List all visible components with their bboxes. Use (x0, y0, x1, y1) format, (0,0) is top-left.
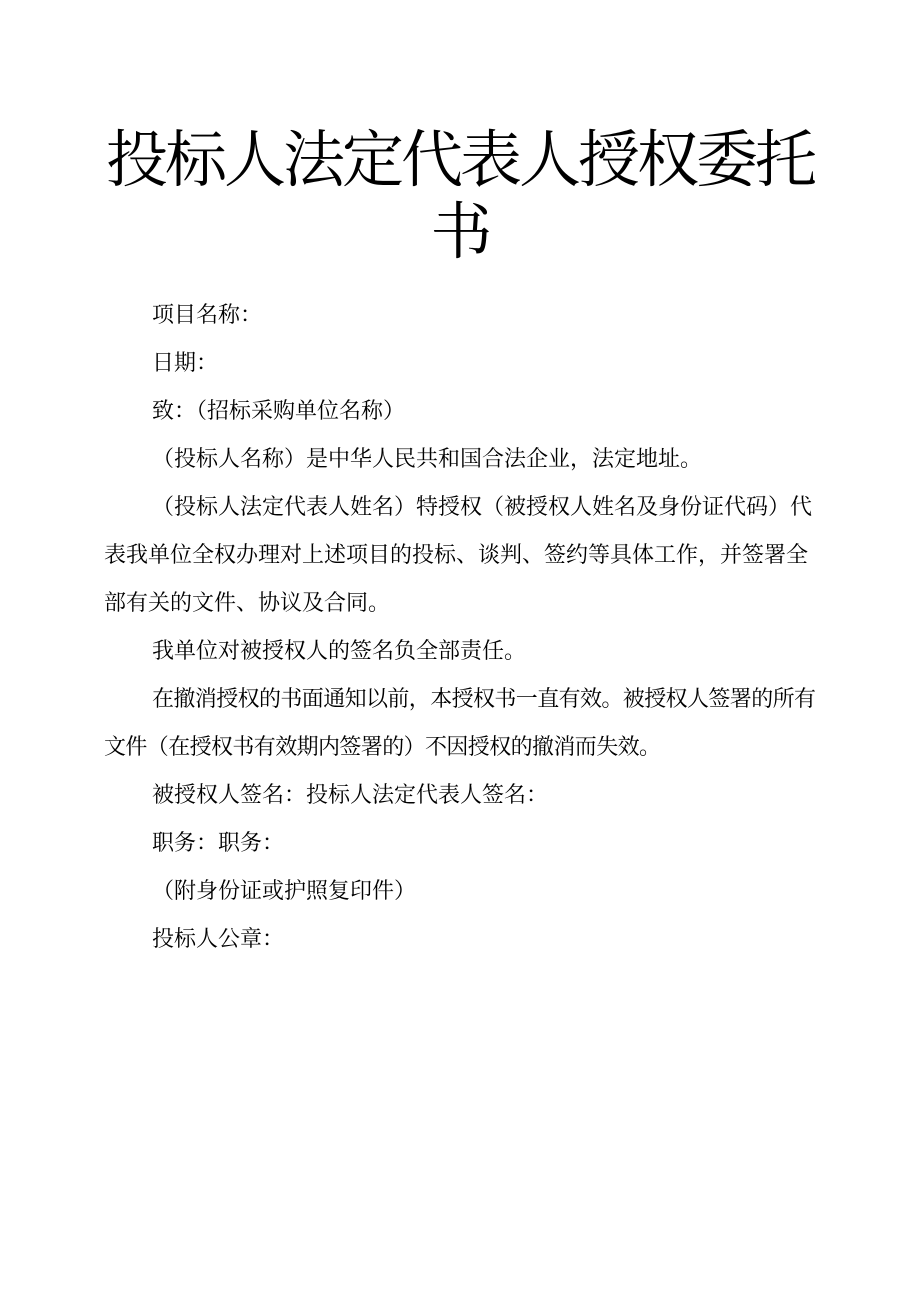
position-line: 职务：职务： (152, 831, 285, 856)
company-seal-line: 投标人公章： (152, 927, 285, 952)
authorization-paragraph: （投标人法定代表人姓名）特授权（被授权人姓名及身份证代码）代表我单位全权办理对上述项目的投标、谈判、签约等具体工作，并签署全部有关的文件、协议及合同。 (104, 495, 813, 616)
document-body (104, 292, 820, 964)
signature-line: 被授权人签名：投标人法定代表人签名： (152, 783, 549, 808)
addressee-line: 致：（招标采购单位名称） (152, 399, 406, 424)
attachment-note: （附身份证或护照复印件） (152, 879, 417, 904)
date-line: 日期： (152, 351, 219, 376)
validity-paragraph: 在撤消授权的书面通知以前，本授权书一直有效。被授权人签署的所有文件（在授权书有效期内签署的）不因授权的撤消而失效。 (104, 687, 816, 760)
bidder-statement: （投标人名称）是中华人民共和国合法企业，法定地址。 (152, 447, 703, 472)
document-title: 投标人法定代表人授权委托书 (105, 123, 814, 268)
project-name-line: 项目名称： (152, 303, 263, 328)
responsibility-statement: 我单位对被授权人的签名负全部责任。 (152, 639, 527, 664)
